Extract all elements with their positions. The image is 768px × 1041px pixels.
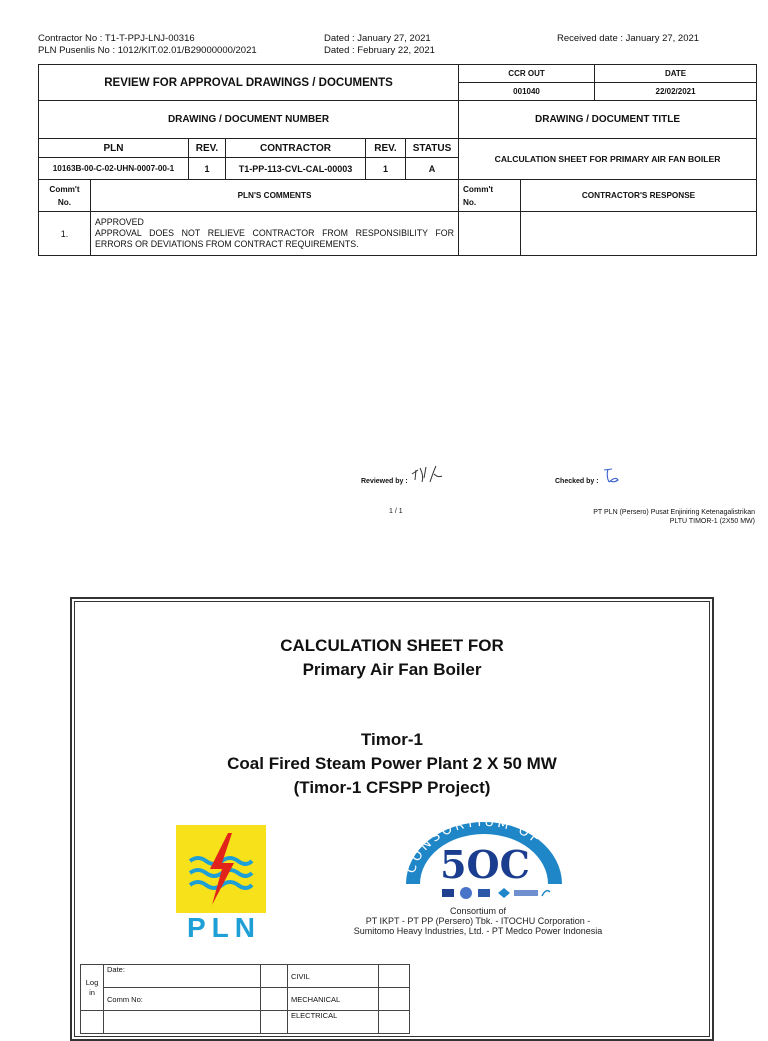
checked-by-signature-icon	[600, 466, 622, 486]
cover-title-line2: Primary Air Fan Boiler	[302, 660, 482, 679]
reviewed-by-signature-icon	[410, 464, 446, 488]
log-electrical-check	[379, 1011, 410, 1034]
status: A	[406, 158, 459, 180]
pln-logo-text: PLN	[187, 912, 261, 943]
checked-by-label: Checked by :	[555, 478, 599, 485]
contractor-response	[521, 212, 757, 256]
member-logos-icon	[440, 886, 552, 900]
log-spacer-2	[261, 988, 288, 1011]
review-title: REVIEW FOR APPROVAL DRAWINGS / DOCUMENTS	[39, 65, 459, 101]
pln-logo	[176, 825, 266, 913]
comment-line1: APPROVED	[95, 217, 144, 227]
contractor-no: Contractor No : T1-T-PPJ-LNJ-00316	[38, 33, 195, 44]
consortium-logo-text: 5OC	[440, 842, 530, 887]
log-in-label: Log in	[81, 965, 104, 1011]
consortium-members-1: PT IKPT - PT PP (Persero) Tbk. - ITOCHU Corporation -	[365, 916, 591, 926]
log-civil: CIVIL	[288, 965, 379, 988]
project-line2: Coal Fired Steam Power Plant 2 X 50 MW	[227, 754, 557, 773]
doc-title-label: DRAWING / DOCUMENT TITLE	[459, 101, 757, 139]
comm-no-label-right-line2: No.	[463, 197, 477, 207]
log-spacer-3	[261, 1011, 288, 1034]
footer-line1: PT PLN (Persero) Pusat Enjiniring Ketenagalistrikan	[593, 509, 755, 516]
project-line3: (Timor-1 CFSPP Project)	[293, 778, 491, 797]
log-mechanical: MECHANICAL	[288, 988, 379, 1011]
comment-no: 1.	[39, 212, 91, 256]
log-empty-1	[81, 1011, 104, 1034]
received-date: Received date : January 27, 2021	[557, 33, 700, 44]
doc-number-label: DRAWING / DOCUMENT NUMBER	[39, 101, 459, 139]
comm-no-label-line2: No.	[57, 197, 72, 207]
review-table	[38, 64, 757, 256]
ccr-out-value: 001040	[459, 83, 595, 101]
project-line1: Timor-1	[360, 730, 424, 749]
comm-no-label-line1: Comm't	[49, 184, 80, 194]
log-empty-2	[104, 1011, 261, 1034]
log-electrical: ELECTRICAL	[288, 1011, 379, 1034]
ccr-out-label: CCR OUT	[459, 65, 595, 83]
pln-pusenlis-no: PLN Pusenlis No : 1012/KIT.02.01/B29000000/2021	[38, 45, 257, 56]
comment-line2: APPROVAL DOES NOT RELIEVE CONTRACTOR FROM RESPONSIBILITY FOR ERRORS OR DEVIATIONS FROM CONTRACT REQUIREMENTS.	[95, 228, 455, 249]
contractor-rev: 1	[366, 158, 406, 180]
pln-number: 10163B-00-C-02-UHN-0007-00-1	[39, 158, 189, 180]
response-no	[459, 212, 521, 256]
col-rev2: REV.	[366, 139, 406, 158]
cover-title-line1: CALCULATION SHEET FOR	[280, 636, 504, 655]
contractor-response-label: CONTRACTOR'S RESPONSE	[521, 180, 757, 212]
pln-comments-label: PLN'S COMMENTS	[91, 180, 459, 212]
consortium-arc-text: CONSORTIUM OF	[403, 814, 545, 876]
comm-no-label-right-line1: Comm't	[463, 184, 494, 194]
footer-line2: PLTU TIMOR-1 (2X50 MW)	[669, 518, 755, 525]
pln-lightning-icon	[176, 825, 266, 913]
log-comm-no-label: Comm No:	[104, 988, 261, 1011]
contractor-number: T1-PP-113-CVL-CAL-00003	[226, 158, 366, 180]
log-spacer-1	[261, 965, 288, 988]
comment-text	[91, 212, 459, 256]
dated-2: Dated : February 22, 2021	[324, 45, 435, 56]
log-civil-check	[379, 965, 410, 988]
log-date-label: Date:	[104, 965, 261, 988]
consortium-members-2: Sumitomo Heavy Industries, Ltd. - PT Medco Power Indonesia	[353, 926, 603, 936]
log-mechanical-check	[379, 988, 410, 1011]
consortium-caption	[318, 906, 638, 936]
date-value: 22/02/2021	[595, 83, 757, 101]
comm-no-label-right	[459, 180, 521, 212]
pln-rev: 1	[189, 158, 226, 180]
col-contractor: CONTRACTOR	[226, 139, 366, 158]
date-label: DATE	[595, 65, 757, 83]
col-status: STATUS	[406, 139, 459, 158]
dated-1: Dated : January 27, 2021	[324, 33, 431, 44]
page-number: 1 / 1	[389, 508, 403, 515]
reviewed-by-label: Reviewed by :	[361, 478, 408, 485]
col-pln: PLN	[39, 139, 189, 158]
doc-title: CALCULATION SHEET FOR PRIMARY AIR FAN BOILER	[459, 139, 757, 180]
comm-no-label	[39, 180, 91, 212]
footer-org	[593, 508, 755, 526]
col-rev: REV.	[189, 139, 226, 158]
consortium-label: Consortium of	[449, 906, 507, 916]
